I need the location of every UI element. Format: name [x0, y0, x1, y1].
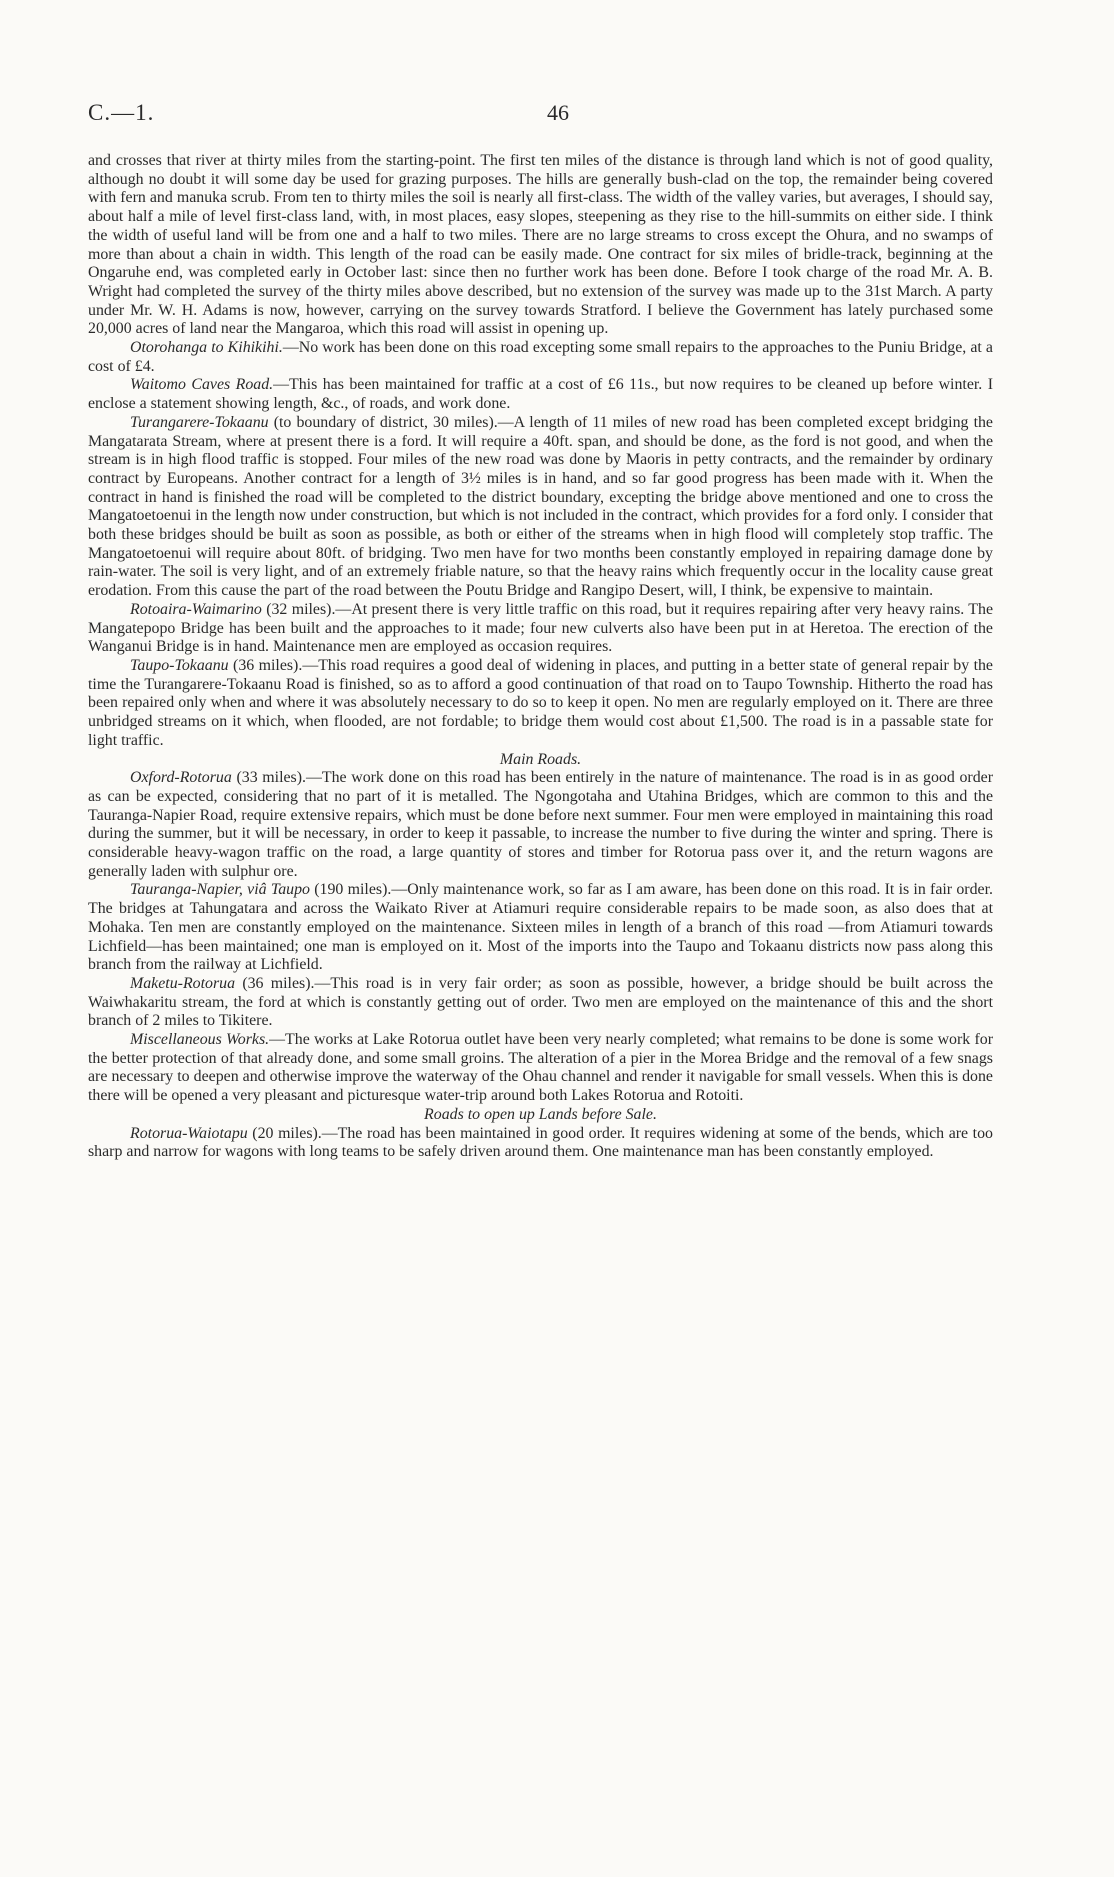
paragraph-turangarere-tokaanu [88, 414, 993, 601]
paragraph-otorohanga-kihikihi [88, 339, 993, 376]
paragraph-text: (36 miles).—This road requires a good deal of widening in places, and putting in a better state of general repair by the time the Turangarere-Tokaanu Road is finished, so as to afford a good continuation of that road on to Taupo Township. Hitherto the road has been repaired only when and where it was absolutely necessary to do so to keep it open. No men are regularly employed on it. There are three unbridged streams on it which, when flooded, are not fordable; to bridge them would cost about £1,500. The road is in a passable state for light traffic. [88, 656, 993, 749]
road-title: Otorohanga to Kihikihi. [130, 339, 283, 357]
paragraph-maketu-rotorua [88, 975, 993, 1031]
page-number: 46 [547, 100, 569, 125]
road-title: Maketu-Rotorua [130, 974, 236, 992]
paragraph-rotoaira-waimarino [88, 601, 993, 657]
paragraph-text: (36 miles).—This road is in very fair order; as soon as possible, however, a bridge should be built across the Waiwhakaritu stream, the ford at which is constantly getting out of order. Two men are employed on the maintenance of this and the short branch of 2 miles to Tikitere. [88, 974, 993, 1030]
paragraph-text: —The works at Lake Rotorua outlet have been very nearly completed; what remains to be done is some work for the better protection of that already done, and some small groins. The alteration of a pier in the Morea Bridge and the removal of a few snags are necessary to deepen and otherwise improve the waterway of the Ohau channel and render it navigable for small vessels. When this is done there will be opened a very pleasant and picturesque water-trip around both Lakes Rotorua and Rotoiti. [88, 1031, 993, 1105]
paragraph-miscellaneous-works [88, 1031, 993, 1106]
road-title: Waitomo Caves Road. [130, 376, 274, 394]
paragraph-text: (32 miles).—At present there is very little traffic on this road, but it requires repairing after very heavy rains. The Mangatepopo Bridge has been built and the approaches to it made; four new culverts also have been put in at Heretoa. The erection of the Wanganui Bridge is in hand. Maintenance men are employed as occasion requires. [88, 600, 993, 656]
page-header [88, 100, 1028, 130]
road-title: Turangarere-Tokaanu [130, 413, 269, 431]
section-heading-roads-before-sale: Roads to open up Lands before Sale. [424, 1105, 657, 1123]
paragraph-text: —No work has been done on this road excepting some small repairs to the approaches to the Puniu Bridge, at a cost of £4. [88, 339, 993, 375]
road-title: Oxford-Rotorua [130, 769, 232, 787]
paragraph-continuation [88, 152, 993, 339]
road-title: Taupo-Tokaanu [130, 656, 229, 674]
paragraph-tauranga-napier [88, 881, 993, 975]
report-body [88, 152, 993, 1162]
paragraph-text: and crosses that river at thirty miles from the starting-point. The first ten miles of the distance is through land which is not of good quality, although no doubt it will some day be used for grazing purposes. The hills are generally bush-clad on the top, the remainder being covered with fern and manuka scrub. From ten to thirty miles the soil is nearly all first-class. The width of the valley varies, but averages, I should say, about half a mile of level first-class land, with, in most places, easy slopes, steepening as they rise to the hill-summits on either side. I think the width of useful land will be from one and a half to two miles. There are no large streams to cross except the Ohura, and no swamps of more than about a chain in width. This length of the road can be easily made. One contract for six miles of bridle-track, beginning at the Ongaruhe end, was completed early in October last: since then no further work has been done. Before I took charge of the road Mr. A. B. Wright had completed the survey of the thirty miles above described, but no extension of the survey was made up to the 31st March. A party under Mr. W. H. Adams is now, however, carrying on the survey towards Stratford. I believe the Government has lately purchased some 20,000 acres of land near the Mangaroa, which this road will assist in opening up. [88, 152, 993, 338]
section-heading-main-roads: Main Roads. [499, 750, 582, 768]
paragraph-text: —This has been maintained for traffic at a cost of £6 11s., but now requires to be cleaned up before winter. I enclose a statement showing length, &c., of roads, and work done. [88, 376, 993, 413]
road-title: Miscellaneous Works. [130, 1031, 270, 1049]
paragraph-rotorua-waiotapu [88, 1125, 993, 1162]
paragraph-text: (190 miles).—Only maintenance work, so far as I am aware, has been done on this road. It is in fair order. The bridges at Tahungatara and across the Waikato River at Atiamuri require considerable repairs to be made soon, as also does that at Mohaka. Ten men are constantly employed on the maintenance. Sixteen miles in length of a branch of this road —from Atiamuri towards Lichfield—has been maintained; one man is employed on it. Most of the imports into the Taupo and Tokaanu districts now pass along this branch from the railway at Lichfield. [88, 881, 993, 974]
paragraph-text: (to boundary of district, 30 miles).—A length of 11 miles of new road has been completed except bridging the Mangatarata Stream, where at present there is a ford. It will require a 40ft. span, and should be done, as the ford is not good, and when the stream is in high flood traffic is stopped. Four miles of the new road was done by Maoris in petty contracts, and the remainder by ordinary contract by Europeans. Another contract for a length of 3½ miles is in hand, and so far good progress has been made with it. When the contract in hand is finished the road will be completed to the district boundary, excepting the bridge above mentioned and one to cross the Mangatoetoenui in the length now under construction, but which is not included in the contract, which provides for a ford only. I consider that both these bridges should be built as soon as possible, as both or either of the streams when in high flood will completely stop traffic. The Mangatoetoenui will require about 80ft. of bridging. Two men have for two months been constantly employed in repairing damage done by rain-water. The soil is very light, and of an extremely friable nature, so that the heavy rains which frequently occur in the locality cause great erodation. From this cause the part of the road between the Poutu Bridge and Rangipo Desert, will, I think, be expensive to maintain. [88, 413, 993, 600]
paragraph-oxford-rotorua [88, 769, 993, 881]
paragraph-taupo-tokaanu [88, 657, 993, 751]
paragraph-text: (20 miles).—The road has been maintained in good order. It requires widening at some of the bends, which are too sharp and narrow for wagons with long teams to be safely driven around them. One maintenance man has been constantly employed. [88, 1124, 993, 1161]
paragraph-waitomo-caves [88, 376, 993, 413]
document-reference: C.—1. [88, 100, 155, 125]
road-title: Rotoaira-Waimarino [130, 600, 262, 618]
paragraph-text: (33 miles).—The work done on this road has been entirely in the nature of maintenance. The road is in as good order as can be expected, considering that no part of it is metalled. The Ngongotaha and Utahina Bridges, which are common to this and the Tauranga-Napier Road, require extensive repairs, which must be done before next summer. Four men were employed in maintaining this road during the summer, but it will be necessary, in order to keep it passable, to increase the number to five during the winter and spring. There is considerable heavy-wagon traffic on the road, a large quantity of stores and timber for Rotorua pass over it, and the return wagons are generally laden with sulphur ore. [88, 769, 993, 880]
road-title: Rotorua-Waiotapu [130, 1124, 248, 1142]
road-title: Tauranga-Napier, viâ Taupo [130, 881, 310, 899]
